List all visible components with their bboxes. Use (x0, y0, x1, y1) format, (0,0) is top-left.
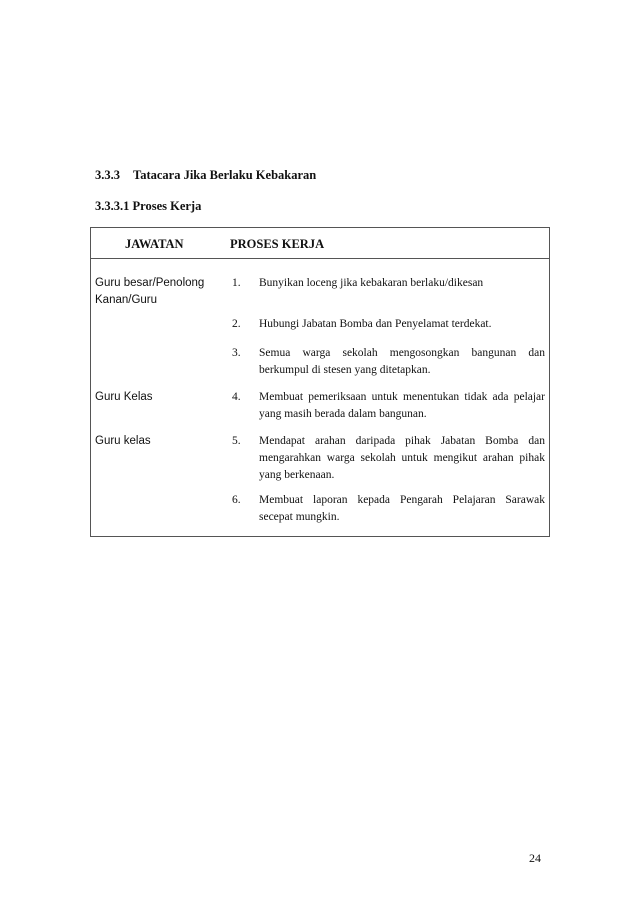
step-number: 5. (232, 435, 241, 447)
step-text: Semua warga sekolah mengosongkan bangunan dan berkumpul di stesen yang ditetapkan. (259, 347, 545, 376)
step-number: 1. (232, 277, 241, 289)
step-number: 4. (232, 391, 241, 403)
header-divider (91, 258, 549, 259)
step-number: 6. (232, 494, 241, 506)
step-text: Bunyikan loceng jika kebakaran berlaku/dikesan (259, 277, 484, 289)
step-text: Mendapat arahan daripada pihak Jabatan Bomba dan mengarahkan warga sekolah untuk mengikut arahan pihak yang berkenaan. (259, 435, 545, 481)
process-table (90, 227, 550, 537)
step-text: Hubungi Jabatan Bomba dan Penyelamat terdekat. (259, 318, 492, 330)
column-header-jawatan: JAWATAN (125, 237, 184, 251)
role-cell: Guru besar/Penolong Kanan/Guru (95, 277, 205, 306)
process-step (232, 433, 545, 484)
process-step (232, 275, 545, 292)
section-heading (95, 168, 316, 183)
step-text: Membuat pemeriksaan untuk menentukan tidak ada pelajar yang masih berada dalam bangunan. (259, 391, 545, 420)
process-step (232, 492, 545, 526)
process-step (232, 316, 545, 333)
role-cell: Guru kelas (95, 435, 151, 447)
column-header-proses-kerja: PROSES KERJA (230, 237, 325, 251)
step-number: 2. (232, 318, 241, 330)
step-text: Membuat laporan kepada Pengarah Pelajaran Sarawak secepat mungkin. (259, 494, 545, 523)
section-title: Tatacara Jika Berlaku Kebakaran (133, 168, 317, 182)
process-step (232, 389, 545, 423)
step-number: 3. (232, 347, 241, 359)
process-step (232, 345, 545, 379)
role-cell: Guru Kelas (95, 391, 153, 403)
section-number: 3.3.3 (95, 168, 120, 182)
subsection-heading: 3.3.3.1 Proses Kerja (95, 199, 202, 213)
page-number: 24 (529, 851, 541, 865)
